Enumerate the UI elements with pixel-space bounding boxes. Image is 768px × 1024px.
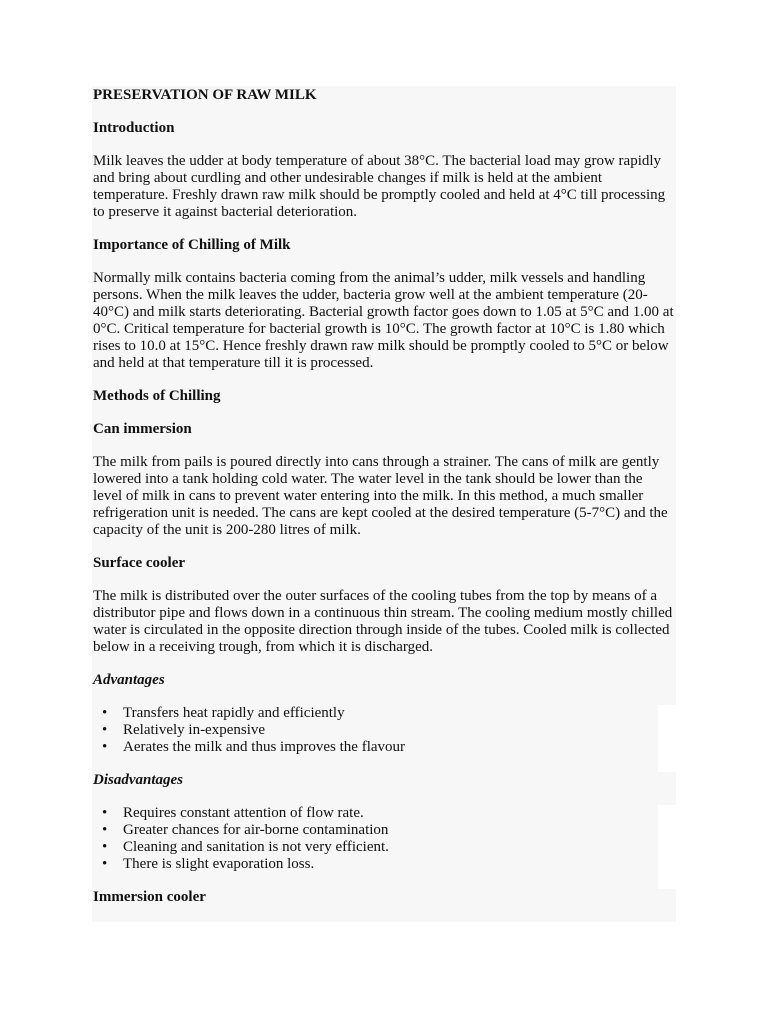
list-item-text: Requires constant attention of flow rate. bbox=[123, 805, 364, 821]
list-item bbox=[92, 722, 658, 739]
list-item bbox=[92, 839, 658, 856]
heading-surface-cooler: Surface cooler bbox=[93, 555, 186, 571]
heading-introduction: Introduction bbox=[93, 120, 175, 136]
paragraph-importance: Normally milk contains bacteria coming from the animal’s udder, milk vessels and handling persons. When the milk leaves the udder, bacteria grow well at the ambient temperature (20-40°C) and milk starts deteriorating. Bacterial growth factor goes down to 1.05 at 5°C and 1.00 at 0°C. Critical temperature for bacterial growth is 10°C. The growth factor at 10°C is 1.80 which rises to 10.0 at 15°C. Hence freshly drawn raw milk should be promptly cooled to 5°C or below and held at that temperature till it is processed. bbox=[93, 270, 674, 371]
page-title: PRESERVATION OF RAW MILK bbox=[93, 87, 317, 103]
heading-advantages: Advantages bbox=[93, 672, 165, 688]
heading-methods: Methods of Chilling bbox=[93, 388, 221, 404]
list-item bbox=[92, 739, 658, 756]
bullet-icon: • bbox=[102, 805, 108, 821]
advantages-list bbox=[92, 705, 658, 756]
immersion-heading-block bbox=[92, 889, 676, 922]
bullet-icon: • bbox=[102, 839, 108, 855]
advantages-list-block bbox=[92, 705, 676, 772]
heading-can-immersion: Can immersion bbox=[93, 421, 192, 437]
list-item bbox=[92, 856, 658, 873]
list-item bbox=[92, 705, 658, 722]
paragraph-surface-cooler: The milk is distributed over the outer surfaces of the cooling tubes from the top by means of a distributor pipe and flows down in a continuous thin stream. The cooling medium mostly chilled water is circulated in the opposite direction through inside of the tubes. Cooled milk is collected below in a receiving trough, from which it is discharged. bbox=[93, 588, 673, 655]
heading-immersion-cooler: Immersion cooler bbox=[93, 889, 206, 905]
list-item-text: There is slight evaporation loss. bbox=[123, 856, 315, 872]
title-block bbox=[92, 86, 676, 705]
disadvantages-heading-block bbox=[92, 772, 676, 805]
list-item bbox=[92, 805, 658, 822]
disadvantages-list-block bbox=[92, 805, 676, 889]
list-item-text: Greater chances for air-borne contamination bbox=[123, 822, 389, 838]
paragraph-introduction: Milk leaves the udder at body temperature of about 38°C. The bacterial load may grow rapidly and bring about curdling and other undesirable changes if milk is held at the ambient temperature. Freshly drawn raw milk should be promptly cooled and held at 4°C till processing to preserve it against bacterial deterioration. bbox=[93, 153, 666, 220]
list-item-text: Relatively in-expensive bbox=[123, 722, 266, 738]
document-page bbox=[92, 86, 676, 922]
bullet-icon: • bbox=[102, 722, 108, 738]
list-item-text: Cleaning and sanitation is not very efficient. bbox=[123, 839, 389, 855]
bullet-icon: • bbox=[102, 822, 108, 838]
bullet-icon: • bbox=[102, 856, 108, 872]
disadvantages-list bbox=[92, 805, 658, 873]
bullet-icon: • bbox=[102, 705, 108, 721]
paragraph-can-immersion: The milk from pails is poured directly into cans through a strainer. The cans of milk are gently lowered into a tank holding cold water. The water level in the tank should be lower than the level of milk in cans to prevent water entering into the milk. In this method, a much smaller refrigeration unit is needed. The cans are kept cooled at the desired temperature (5-7°C) and the capacity of the unit is 200-280 litres of milk. bbox=[93, 454, 668, 538]
heading-importance: Importance of Chilling of Milk bbox=[93, 237, 291, 253]
heading-disadvantages: Disadvantages bbox=[93, 772, 183, 788]
list-item-text: Aerates the milk and thus improves the flavour bbox=[123, 739, 406, 755]
bullet-icon: • bbox=[102, 739, 108, 755]
list-item bbox=[92, 822, 658, 839]
list-item-text: Transfers heat rapidly and efficiently bbox=[123, 705, 345, 721]
